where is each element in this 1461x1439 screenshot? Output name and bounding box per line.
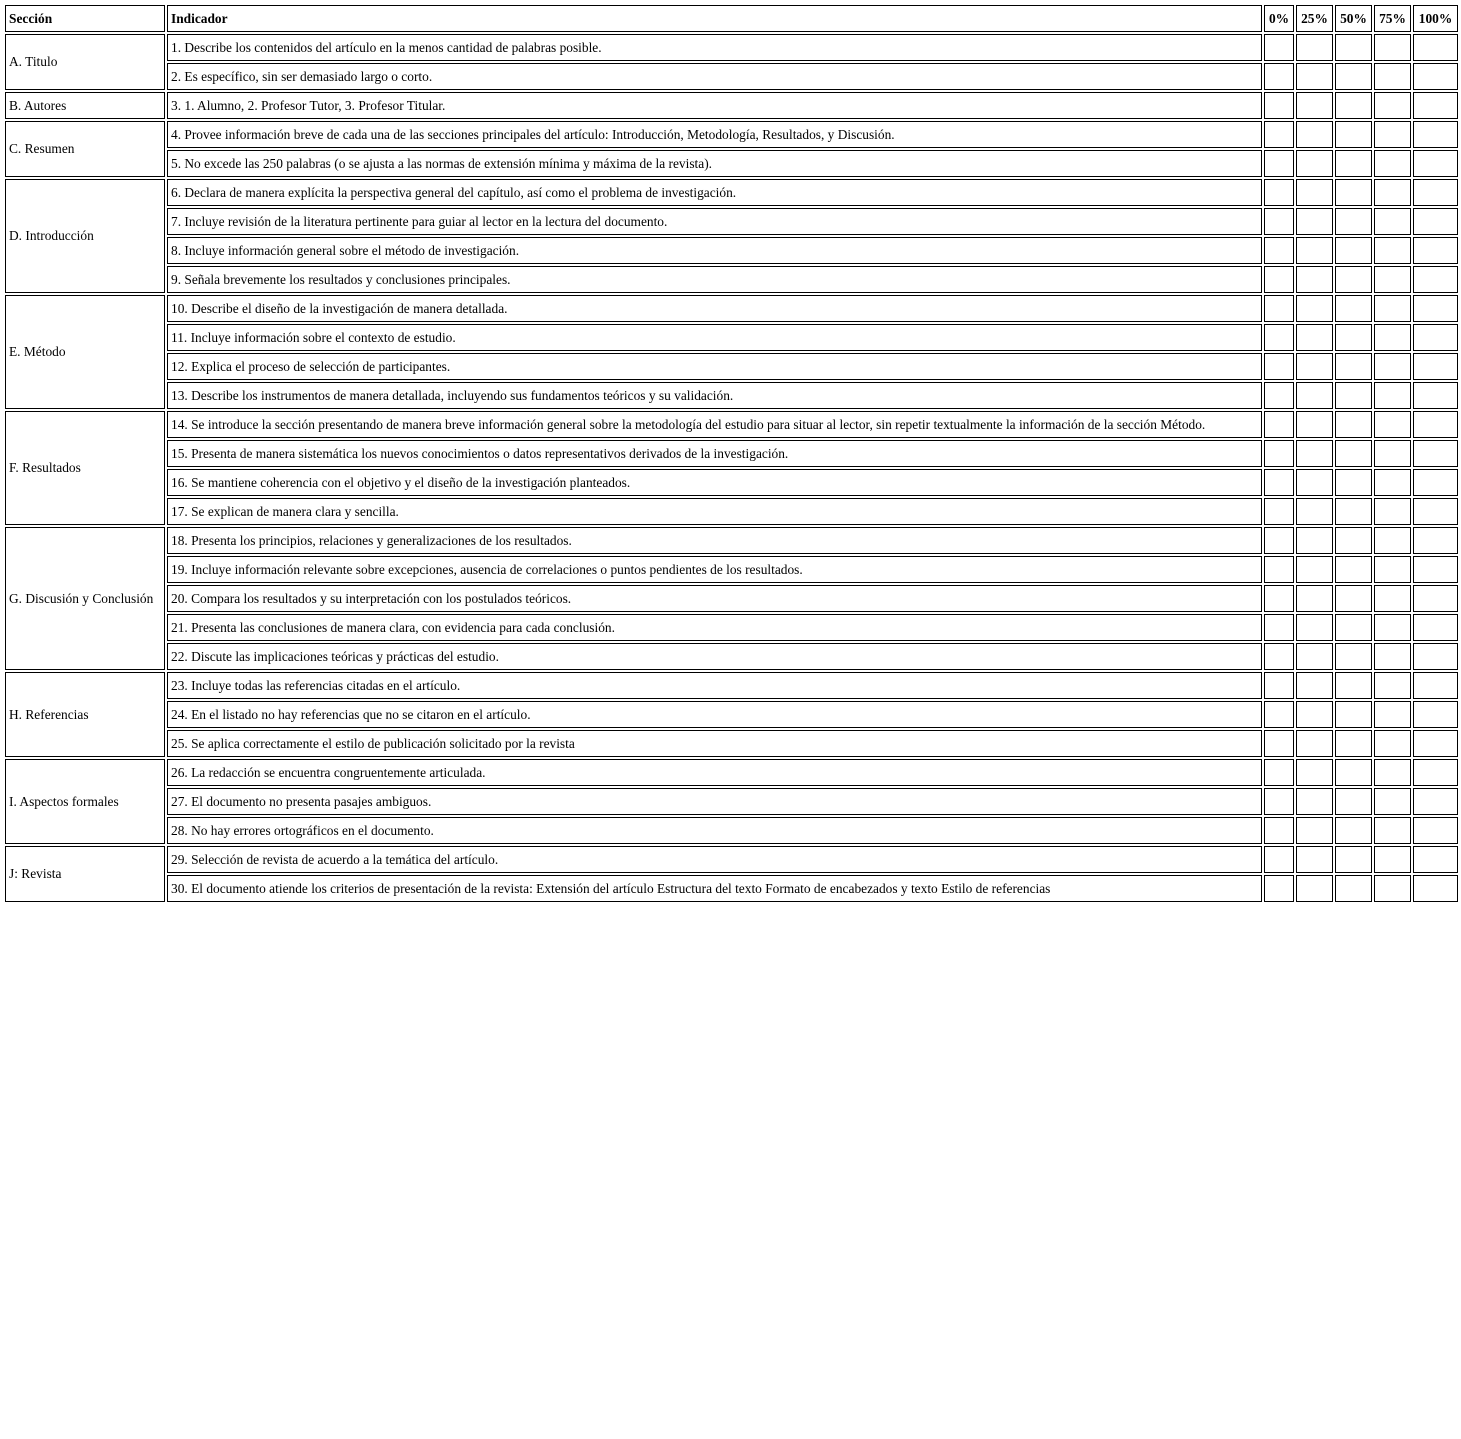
evaluation-rubric-table	[3, 3, 1460, 904]
score-cell-75[interactable]	[1374, 63, 1411, 90]
score-cell-75[interactable]	[1374, 730, 1411, 757]
score-cell-100[interactable]	[1413, 179, 1458, 206]
score-cell-0[interactable]	[1264, 469, 1294, 496]
score-cell-75[interactable]	[1374, 672, 1411, 699]
score-cell-75[interactable]	[1374, 121, 1411, 148]
indicator-text: 26. La redacción se encuentra congruentemente articulada.	[167, 759, 1262, 786]
score-cell-25[interactable]	[1296, 440, 1333, 467]
score-cell-25[interactable]	[1296, 730, 1333, 757]
indicator-text: 23. Incluye todas las referencias citadas en el artículo.	[167, 672, 1262, 699]
score-cell-75[interactable]	[1374, 34, 1411, 61]
section-label: G. Discusión y Conclusión	[5, 527, 165, 670]
score-cell-100[interactable]	[1413, 92, 1458, 119]
table-row	[5, 179, 1458, 206]
rubric-body	[5, 34, 1458, 902]
score-cell-25[interactable]	[1296, 817, 1333, 844]
score-cell-0[interactable]	[1264, 701, 1294, 728]
table-row	[5, 846, 1458, 873]
score-cell-75[interactable]	[1374, 411, 1411, 438]
score-cell-50[interactable]	[1335, 527, 1372, 554]
indicator-text: 16. Se mantiene coherencia con el objetivo y el diseño de la investigación planteados.	[167, 469, 1262, 496]
indicator-text: 5. No excede las 250 palabras (o se ajusta a las normas de extensión mínima y máxima de la revista).	[167, 150, 1262, 177]
score-cell-25[interactable]	[1296, 121, 1333, 148]
indicator-text: 21. Presenta las conclusiones de manera clara, con evidencia para cada conclusión.	[167, 614, 1262, 641]
table-row	[5, 92, 1458, 119]
score-cell-100[interactable]	[1413, 469, 1458, 496]
score-cell-50[interactable]	[1335, 498, 1372, 525]
score-cell-75[interactable]	[1374, 266, 1411, 293]
indicator-text: 17. Se explican de manera clara y sencilla.	[167, 498, 1262, 525]
indicator-text: 19. Incluye información relevante sobre excepciones, ausencia de correlaciones o puntos pendientes de los resultados.	[167, 556, 1262, 583]
header-score-0: 0%	[1264, 5, 1294, 32]
score-cell-25[interactable]	[1296, 672, 1333, 699]
section-label: C. Resumen	[5, 121, 165, 177]
score-cell-100[interactable]	[1413, 411, 1458, 438]
table-row	[5, 643, 1458, 670]
score-cell-25[interactable]	[1296, 411, 1333, 438]
score-cell-75[interactable]	[1374, 179, 1411, 206]
score-cell-50[interactable]	[1335, 353, 1372, 380]
score-cell-50[interactable]	[1335, 237, 1372, 264]
score-cell-25[interactable]	[1296, 498, 1333, 525]
score-cell-100[interactable]	[1413, 208, 1458, 235]
score-cell-25[interactable]	[1296, 295, 1333, 322]
score-cell-25[interactable]	[1296, 324, 1333, 351]
score-cell-50[interactable]	[1335, 179, 1372, 206]
score-cell-0[interactable]	[1264, 817, 1294, 844]
score-cell-75[interactable]	[1374, 643, 1411, 670]
score-cell-50[interactable]	[1335, 469, 1372, 496]
score-cell-75[interactable]	[1374, 846, 1411, 873]
score-cell-75[interactable]	[1374, 875, 1411, 902]
table-row	[5, 382, 1458, 409]
table-row	[5, 324, 1458, 351]
header-score-50: 50%	[1335, 5, 1372, 32]
score-cell-50[interactable]	[1335, 208, 1372, 235]
table-row	[5, 63, 1458, 90]
table-row	[5, 208, 1458, 235]
score-cell-75[interactable]	[1374, 353, 1411, 380]
header-score-100: 100%	[1413, 5, 1458, 32]
score-cell-50[interactable]	[1335, 266, 1372, 293]
header-indicator: Indicador	[167, 5, 1262, 32]
score-cell-50[interactable]	[1335, 643, 1372, 670]
section-label: F. Resultados	[5, 411, 165, 525]
table-row	[5, 498, 1458, 525]
score-cell-0[interactable]	[1264, 353, 1294, 380]
table-row	[5, 672, 1458, 699]
score-cell-50[interactable]	[1335, 63, 1372, 90]
indicator-text: 29. Selección de revista de acuerdo a la temática del artículo.	[167, 846, 1262, 873]
score-cell-100[interactable]	[1413, 672, 1458, 699]
score-cell-0[interactable]	[1264, 643, 1294, 670]
score-cell-0[interactable]	[1264, 179, 1294, 206]
table-row	[5, 614, 1458, 641]
score-cell-0[interactable]	[1264, 63, 1294, 90]
indicator-text: 24. En el listado no hay referencias que no se citaron en el artículo.	[167, 701, 1262, 728]
score-cell-75[interactable]	[1374, 701, 1411, 728]
score-cell-25[interactable]	[1296, 150, 1333, 177]
table-row	[5, 701, 1458, 728]
section-label: B. Autores	[5, 92, 165, 119]
score-cell-100[interactable]	[1413, 63, 1458, 90]
table-row	[5, 295, 1458, 322]
indicator-text: 3. 1. Alumno, 2. Profesor Tutor, 3. Profesor Titular.	[167, 92, 1262, 119]
header-section: Sección	[5, 5, 165, 32]
table-row	[5, 34, 1458, 61]
table-row	[5, 353, 1458, 380]
score-cell-50[interactable]	[1335, 150, 1372, 177]
score-cell-25[interactable]	[1296, 92, 1333, 119]
indicator-text: 13. Describe los instrumentos de manera detallada, incluyendo sus fundamentos teóricos y su validación.	[167, 382, 1262, 409]
score-cell-50[interactable]	[1335, 846, 1372, 873]
indicator-text: 9. Señala brevemente los resultados y conclusiones principales.	[167, 266, 1262, 293]
score-cell-0[interactable]	[1264, 34, 1294, 61]
table-row	[5, 266, 1458, 293]
indicator-text: 4. Provee información breve de cada una de las secciones principales del artículo: Introducción, Metodología, Resultados, y Discusión.	[167, 121, 1262, 148]
score-cell-50[interactable]	[1335, 411, 1372, 438]
score-cell-25[interactable]	[1296, 846, 1333, 873]
score-cell-50[interactable]	[1335, 614, 1372, 641]
score-cell-100[interactable]	[1413, 34, 1458, 61]
score-cell-75[interactable]	[1374, 208, 1411, 235]
score-cell-0[interactable]	[1264, 759, 1294, 786]
score-cell-75[interactable]	[1374, 556, 1411, 583]
score-cell-50[interactable]	[1335, 324, 1372, 351]
score-cell-75[interactable]	[1374, 527, 1411, 554]
table-row	[5, 585, 1458, 612]
score-cell-100[interactable]	[1413, 614, 1458, 641]
score-cell-75[interactable]	[1374, 150, 1411, 177]
score-cell-0[interactable]	[1264, 556, 1294, 583]
indicator-text: 28. No hay errores ortográficos en el documento.	[167, 817, 1262, 844]
table-row	[5, 817, 1458, 844]
score-cell-100[interactable]	[1413, 846, 1458, 873]
score-cell-75[interactable]	[1374, 817, 1411, 844]
score-cell-75[interactable]	[1374, 237, 1411, 264]
score-cell-100[interactable]	[1413, 266, 1458, 293]
table-row	[5, 875, 1458, 902]
score-cell-0[interactable]	[1264, 440, 1294, 467]
indicator-text: 10. Describe el diseño de la investigación de manera detallada.	[167, 295, 1262, 322]
header-score-75: 75%	[1374, 5, 1411, 32]
score-cell-50[interactable]	[1335, 788, 1372, 815]
indicator-text: 6. Declara de manera explícita la perspectiva general del capítulo, así como el problema de investigación.	[167, 179, 1262, 206]
score-cell-50[interactable]	[1335, 875, 1372, 902]
score-cell-25[interactable]	[1296, 527, 1333, 554]
score-cell-0[interactable]	[1264, 730, 1294, 757]
score-cell-100[interactable]	[1413, 121, 1458, 148]
score-cell-25[interactable]	[1296, 556, 1333, 583]
score-cell-100[interactable]	[1413, 788, 1458, 815]
score-cell-75[interactable]	[1374, 498, 1411, 525]
score-cell-25[interactable]	[1296, 237, 1333, 264]
score-cell-50[interactable]	[1335, 34, 1372, 61]
score-cell-0[interactable]	[1264, 208, 1294, 235]
score-cell-100[interactable]	[1413, 730, 1458, 757]
score-cell-0[interactable]	[1264, 295, 1294, 322]
indicator-text: 7. Incluye revisión de la literatura pertinente para guiar al lector en la lectura del documento.	[167, 208, 1262, 235]
score-cell-75[interactable]	[1374, 788, 1411, 815]
score-cell-0[interactable]	[1264, 266, 1294, 293]
section-label: H. Referencias	[5, 672, 165, 757]
score-cell-25[interactable]	[1296, 643, 1333, 670]
score-cell-100[interactable]	[1413, 353, 1458, 380]
score-cell-25[interactable]	[1296, 179, 1333, 206]
table-row	[5, 150, 1458, 177]
score-cell-50[interactable]	[1335, 382, 1372, 409]
score-cell-50[interactable]	[1335, 92, 1372, 119]
score-cell-0[interactable]	[1264, 846, 1294, 873]
indicator-text: 20. Compara los resultados y su interpretación con los postulados teóricos.	[167, 585, 1262, 612]
score-cell-100[interactable]	[1413, 498, 1458, 525]
score-cell-50[interactable]	[1335, 121, 1372, 148]
score-cell-25[interactable]	[1296, 63, 1333, 90]
score-cell-25[interactable]	[1296, 208, 1333, 235]
score-cell-100[interactable]	[1413, 643, 1458, 670]
score-cell-0[interactable]	[1264, 527, 1294, 554]
score-cell-25[interactable]	[1296, 701, 1333, 728]
score-cell-25[interactable]	[1296, 875, 1333, 902]
indicator-text: 8. Incluye información general sobre el método de investigación.	[167, 237, 1262, 264]
score-cell-75[interactable]	[1374, 585, 1411, 612]
score-cell-50[interactable]	[1335, 817, 1372, 844]
score-cell-50[interactable]	[1335, 759, 1372, 786]
score-cell-75[interactable]	[1374, 614, 1411, 641]
score-cell-75[interactable]	[1374, 324, 1411, 351]
score-cell-100[interactable]	[1413, 440, 1458, 467]
table-row	[5, 469, 1458, 496]
indicator-text: 30. El documento atiende los criterios de presentación de la revista: Extensión del artículo Estructura del texto Formato de encabezados y texto Estilo de referencias	[167, 875, 1262, 902]
header-score-25: 25%	[1296, 5, 1333, 32]
score-cell-25[interactable]	[1296, 788, 1333, 815]
score-cell-100[interactable]	[1413, 556, 1458, 583]
score-cell-75[interactable]	[1374, 469, 1411, 496]
score-cell-50[interactable]	[1335, 701, 1372, 728]
score-cell-75[interactable]	[1374, 382, 1411, 409]
score-cell-0[interactable]	[1264, 585, 1294, 612]
table-row	[5, 730, 1458, 757]
section-label: I. Aspectos formales	[5, 759, 165, 844]
score-cell-100[interactable]	[1413, 701, 1458, 728]
indicator-text: 12. Explica el proceso de selección de participantes.	[167, 353, 1262, 380]
table-row	[5, 759, 1458, 786]
score-cell-50[interactable]	[1335, 295, 1372, 322]
score-cell-100[interactable]	[1413, 237, 1458, 264]
score-cell-100[interactable]	[1413, 527, 1458, 554]
score-cell-0[interactable]	[1264, 498, 1294, 525]
table-row	[5, 556, 1458, 583]
table-row	[5, 440, 1458, 467]
score-cell-25[interactable]	[1296, 469, 1333, 496]
score-cell-0[interactable]	[1264, 382, 1294, 409]
score-cell-0[interactable]	[1264, 614, 1294, 641]
score-cell-0[interactable]	[1264, 788, 1294, 815]
score-cell-50[interactable]	[1335, 440, 1372, 467]
score-cell-0[interactable]	[1264, 121, 1294, 148]
score-cell-100[interactable]	[1413, 150, 1458, 177]
score-cell-0[interactable]	[1264, 92, 1294, 119]
score-cell-25[interactable]	[1296, 759, 1333, 786]
section-label: A. Titulo	[5, 34, 165, 90]
table-row	[5, 527, 1458, 554]
score-cell-0[interactable]	[1264, 150, 1294, 177]
score-cell-25[interactable]	[1296, 353, 1333, 380]
section-label: J: Revista	[5, 846, 165, 902]
score-cell-0[interactable]	[1264, 324, 1294, 351]
indicator-text: 27. El documento no presenta pasajes ambiguos.	[167, 788, 1262, 815]
score-cell-100[interactable]	[1413, 817, 1458, 844]
section-label: D. Introducción	[5, 179, 165, 293]
table-row	[5, 237, 1458, 264]
score-cell-25[interactable]	[1296, 585, 1333, 612]
score-cell-0[interactable]	[1264, 237, 1294, 264]
score-cell-0[interactable]	[1264, 672, 1294, 699]
indicator-text: 15. Presenta de manera sistemática los nuevos conocimientos o datos representativos derivados de la investigación.	[167, 440, 1262, 467]
score-cell-100[interactable]	[1413, 875, 1458, 902]
score-cell-75[interactable]	[1374, 759, 1411, 786]
header-row	[5, 5, 1458, 32]
score-cell-100[interactable]	[1413, 295, 1458, 322]
score-cell-75[interactable]	[1374, 440, 1411, 467]
score-cell-25[interactable]	[1296, 382, 1333, 409]
section-label: E. Método	[5, 295, 165, 409]
score-cell-100[interactable]	[1413, 759, 1458, 786]
score-cell-75[interactable]	[1374, 92, 1411, 119]
score-cell-0[interactable]	[1264, 875, 1294, 902]
score-cell-100[interactable]	[1413, 585, 1458, 612]
score-cell-0[interactable]	[1264, 411, 1294, 438]
indicator-text: 11. Incluye información sobre el contexto de estudio.	[167, 324, 1262, 351]
score-cell-75[interactable]	[1374, 295, 1411, 322]
table-row	[5, 121, 1458, 148]
score-cell-50[interactable]	[1335, 585, 1372, 612]
table-row	[5, 788, 1458, 815]
score-cell-100[interactable]	[1413, 382, 1458, 409]
score-cell-50[interactable]	[1335, 672, 1372, 699]
score-cell-50[interactable]	[1335, 556, 1372, 583]
score-cell-25[interactable]	[1296, 266, 1333, 293]
indicator-text: 1. Describe los contenidos del artículo en la menos cantidad de palabras posible.	[167, 34, 1262, 61]
indicator-text: 22. Discute las implicaciones teóricas y prácticas del estudio.	[167, 643, 1262, 670]
score-cell-25[interactable]	[1296, 34, 1333, 61]
score-cell-100[interactable]	[1413, 324, 1458, 351]
indicator-text: 25. Se aplica correctamente el estilo de publicación solicitado por la revista	[167, 730, 1262, 757]
indicator-text: 18. Presenta los principios, relaciones y generalizaciones de los resultados.	[167, 527, 1262, 554]
indicator-text: 2. Es específico, sin ser demasiado largo o corto.	[167, 63, 1262, 90]
score-cell-50[interactable]	[1335, 730, 1372, 757]
table-row	[5, 411, 1458, 438]
score-cell-25[interactable]	[1296, 614, 1333, 641]
indicator-text: 14. Se introduce la sección presentando de manera breve información general sobre la metodología del estudio para situar al lector, sin repetir textualmente la información de la sección Método.	[167, 411, 1262, 438]
